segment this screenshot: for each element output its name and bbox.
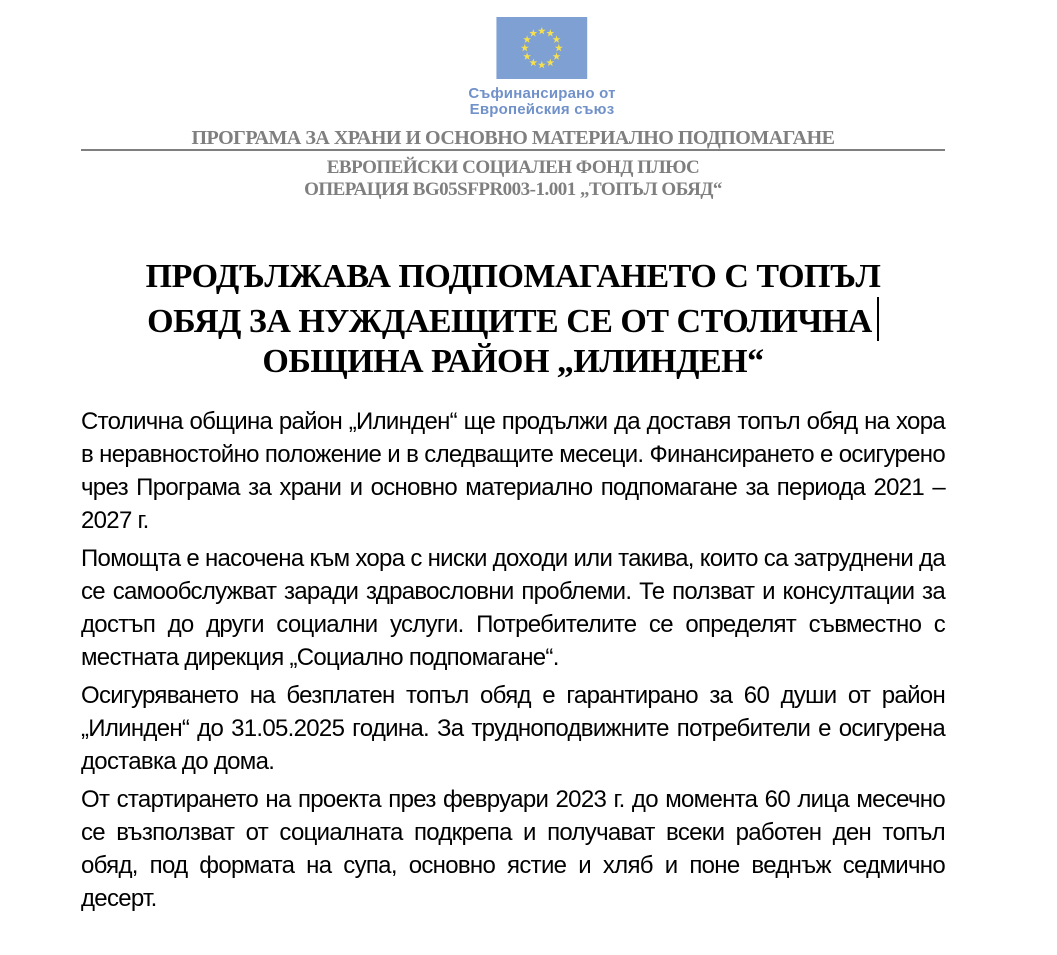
paragraph-funding: Столична община район „Илинден“ ще продължи да доставя топъл обяд на хора в неравностойно положение и в следващите месеци. Финансирането е осигурено чрез Програма за храни и основно материално подпомагане за периода 2021 – 2027 г. bbox=[81, 408, 945, 534]
paragraph-project-history: От стартирането на проекта през февруари 2023 г. до момента 60 лица месечно се възползват от социалната подкрепа и получават всеки работен ден топъл обяд, под формата на супа, основно ястие и хляб и поне веднъж седмично десерт. bbox=[81, 786, 945, 912]
article-title-line3: ОБЩИНА РАЙОН „ИЛИНДЕН“ bbox=[262, 343, 764, 380]
paragraph-target-group: Помощта е насочена към хора с ниски доходи или такива, които са затруднени да се самообслужват заради здравословни проблеми. Те ползват и консултации за достъп до други социални услуги. Потребителите се определят съвместно с местната дирекция „Социално подпомагане“. bbox=[81, 545, 945, 671]
text-cursor-mark bbox=[877, 297, 879, 341]
logo-caption-line1: Съфинансирано от bbox=[468, 85, 616, 102]
article-title-line2: ОБЯД ЗА НУЖДАЕЩИТЕ СЕ ОТ СТОЛИЧНА bbox=[147, 303, 872, 340]
logo-caption-line2: Европейския съюз bbox=[469, 101, 615, 118]
header-divider bbox=[81, 149, 945, 151]
eu-flag-icon bbox=[497, 17, 588, 79]
eu-cofunding-logo bbox=[468, 17, 615, 118]
operation-name: ОПЕРАЦИЯ BG05SFPR003-1.001 „ТОПЪЛ ОБЯД“ bbox=[304, 179, 722, 200]
article-title bbox=[81, 257, 945, 382]
article-title-line1: ПРОДЪЛЖАВА ПОДПОМАГАНЕТО С ТОПЪЛ bbox=[145, 258, 881, 295]
program-header bbox=[81, 129, 945, 200]
paragraph-guarantee: Осигуряването на безплатен топъл обяд е гарантирано за 60 души от район „Илинден“ до 31.05.2025 година. За трудноподвижните потребители е осигурена доставка до дома. bbox=[81, 682, 945, 775]
program-name: ПРОГРАМА ЗА ХРАНИ И ОСНОВНО МАТЕРИАЛНО ПОДПОМАГАНЕ bbox=[191, 127, 835, 149]
fund-name: ЕВРОПЕЙСКИ СОЦИАЛЕН ФОНД ПЛЮС bbox=[326, 157, 700, 178]
article-body bbox=[81, 405, 945, 915]
